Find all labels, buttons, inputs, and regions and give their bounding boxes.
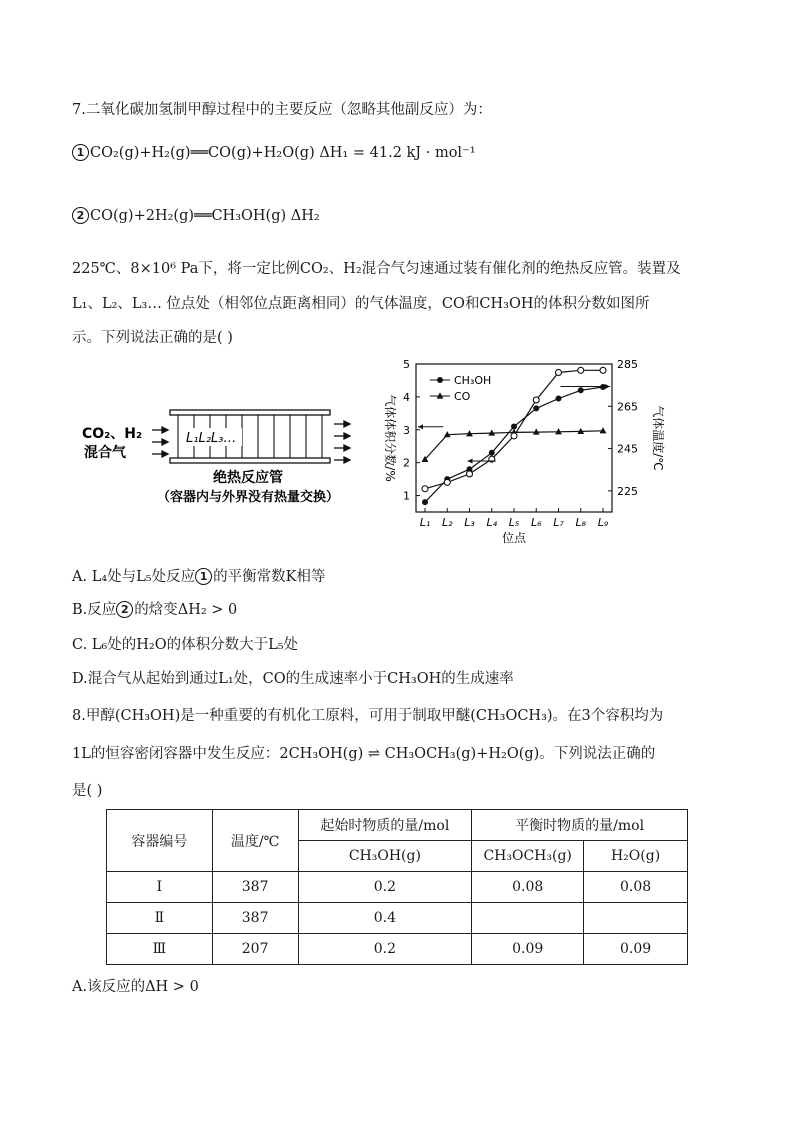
cell-ether: [472, 903, 584, 934]
data-point: [533, 405, 539, 411]
x-tick-label: L₈: [575, 516, 587, 529]
y-tick-label-right: 245: [617, 442, 638, 456]
data-point: [533, 397, 539, 403]
cell-ch3oh: 0.2: [298, 934, 472, 965]
option-b-post: 的焓变ΔH₂ > 0: [134, 602, 238, 618]
circled-number-1: 1: [195, 568, 212, 585]
q7-para-line-2: L₁、L₂、L₃… 位点处（相邻位点距离相同）的气体温度，CO和CH₃OH的体积分数如图所: [72, 296, 650, 312]
gas-label-1: CO₂、H₂: [82, 426, 143, 442]
y-tick-label-right: 285: [617, 358, 638, 371]
data-point: [578, 367, 584, 373]
data-point: [467, 471, 473, 477]
table-row: [107, 872, 688, 903]
line-chart: [372, 354, 668, 554]
reactor-diagram: [78, 396, 368, 508]
y-axis-label-left: 气体体积分数/%: [383, 394, 397, 482]
cell-ether: 0.08: [472, 872, 584, 903]
cell-temp: 387: [212, 872, 298, 903]
q7-option-b[interactable]: [72, 598, 237, 619]
x-tick-label: L₉: [597, 516, 609, 529]
q8-line-1: 8.甲醇(CH₃OH)是一种重要的有机化工原料，可用于制取甲醚(CH₃OCH₃)。在3个容积均为: [72, 708, 664, 724]
circled-number-1: 1: [72, 144, 89, 161]
temp-axis-arrow-head: [605, 384, 610, 389]
cell-id: Ⅲ: [107, 934, 213, 965]
y-tick-label-left: 2: [403, 456, 410, 470]
cell-h2o: 0.09: [584, 934, 688, 965]
circled-number-2: 2: [116, 601, 133, 618]
y-tick-label-left: 4: [403, 390, 410, 404]
data-point: [511, 433, 517, 439]
inlet-arrows: [152, 427, 168, 457]
subheader-ether: CH₃OCH₃(g): [472, 841, 584, 872]
x-tick-label: L₅: [508, 516, 520, 529]
data-point: [600, 367, 606, 373]
reaction-2-text: CO(g)+2H₂(g)══CH₃OH(g) ΔH₂: [90, 208, 320, 224]
option-b-pre: B.反应: [72, 602, 117, 618]
cell-id: Ⅰ: [107, 872, 213, 903]
option-a-pre: A. L₄处与L₅处反应: [72, 569, 196, 585]
q7-option-d[interactable]: D.混合气从起始到通过L₁处，CO的生成速率小于CH₃OH的生成速率: [72, 671, 514, 687]
q8-line-3: 是( ): [72, 783, 103, 799]
cell-temp: 207: [212, 934, 298, 965]
site-labels: L₁L₂L₃…: [186, 431, 237, 446]
header-start-amount: 起始时物质的量/mol: [298, 810, 472, 841]
cell-ch3oh: 0.2: [298, 872, 472, 903]
x-tick-label: L₆: [530, 516, 542, 529]
legend-label-ch3oh: CH₃OH: [454, 374, 492, 387]
q7-para-line-1: 225℃、8×10⁶ Pa下，将一定比例CO₂、H₂混合气匀速通过装有催化剂的绝热反应管。装置及: [72, 261, 681, 277]
data-point: [422, 499, 428, 505]
x-tick-label: L₇: [553, 516, 564, 529]
subheader-ch3oh: CH₃OH(g): [298, 841, 472, 872]
data-point: [444, 479, 450, 485]
outlet-arrows: [334, 421, 350, 463]
cell-h2o: 0.08: [584, 872, 688, 903]
cell-h2o: [584, 903, 688, 934]
ch3oh-axis-arrow-head: [468, 459, 473, 464]
table-row: [107, 903, 688, 934]
y-tick-label-left: 3: [403, 423, 410, 437]
y-axis-label-right: 气体温度/℃: [651, 405, 665, 471]
q8-line-2: 1L的恒容密闭容器中发生反应：2CH₃OH(g) ⇌ CH₃OCH₃(g)+H₂O(g)。下列说法正确的: [72, 746, 656, 762]
data-point: [422, 486, 428, 492]
device-caption-1: 绝热反应管: [213, 470, 283, 486]
device-caption-2: （容器内与外界没有热量交换）: [156, 490, 340, 505]
x-tick-label: L₂: [441, 516, 453, 529]
gas-label-2: 混合气: [84, 445, 126, 461]
co-axis-arrow-head: [418, 424, 423, 429]
cell-ether: 0.09: [472, 934, 584, 965]
tube-bottom-wall: [170, 458, 330, 463]
q7-reaction-2: [72, 207, 320, 224]
x-axis-label: 位点: [501, 531, 527, 545]
header-temp: 温度/℃: [212, 810, 298, 872]
data-point: [511, 423, 517, 429]
q7-reaction-1: [72, 144, 476, 161]
q7-para-line-3: 示。下列说法正确的是( ): [72, 330, 233, 346]
legend-label-co: CO: [454, 390, 471, 403]
q7-stem: 7.二氧化碳加氢制甲醇过程中的主要反应（忽略其他副反应）为：: [72, 102, 492, 118]
y-tick-label-left: 1: [403, 489, 410, 503]
cell-temp: 387: [212, 903, 298, 934]
data-point: [556, 369, 562, 375]
y-tick-label-left: 5: [403, 358, 410, 371]
cell-id: Ⅱ: [107, 903, 213, 934]
x-tick-label: L₃: [464, 516, 475, 529]
x-tick-label: L₄: [486, 516, 498, 529]
legend-marker-ch3oh: [437, 377, 443, 383]
q7-option-c[interactable]: C. L₆处的H₂O的体积分数大于L₅处: [72, 637, 299, 653]
table-row: [107, 934, 688, 965]
tube-top-wall: [170, 410, 330, 415]
x-tick-label: L₁: [419, 516, 431, 529]
q7-option-a[interactable]: [72, 565, 325, 586]
circled-number-2: 2: [72, 207, 89, 224]
reaction-1-text: CO₂(g)+H₂(g)══CO(g)+H₂O(g) ΔH₁ = 41.2 kJ · mol⁻¹: [90, 145, 476, 161]
option-a-post: 的平衡常数K相等: [213, 569, 326, 585]
data-point: [578, 387, 584, 393]
series-line: [425, 387, 603, 502]
y-tick-label-right: 265: [617, 400, 638, 414]
q8-data-table: [106, 809, 688, 965]
q8-option-a[interactable]: A.该反应的ΔH > 0: [72, 979, 199, 995]
header-eq-amount: 平衡时物质的量/mol: [472, 810, 688, 841]
data-point: [556, 396, 562, 402]
header-container: 容器编号: [107, 810, 213, 872]
subheader-h2o: H₂O(g): [584, 841, 688, 872]
y-tick-label-right: 225: [617, 484, 638, 498]
cell-ch3oh: 0.4: [298, 903, 472, 934]
data-point: [489, 450, 495, 456]
